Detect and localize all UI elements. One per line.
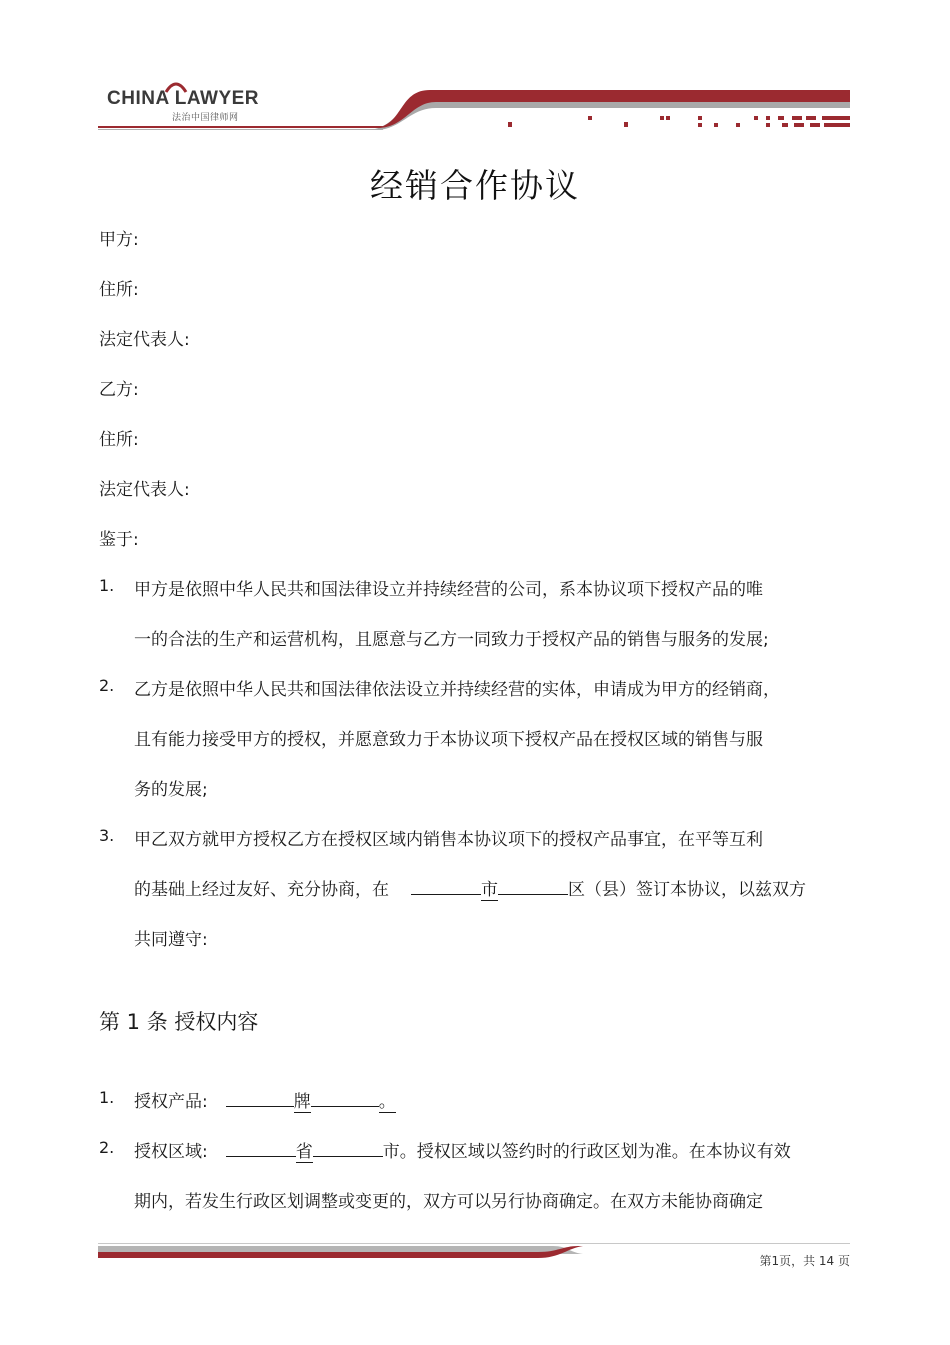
- item-number: 1.: [99, 1088, 115, 1107]
- recital-text-line: 且有能力接受甲方的授权，并愿意致力于本协议项下授权产品在授权区域的销售与服: [134, 730, 763, 750]
- recital-text-line: 甲方是依照中华人民共和国法律设立并持续经营的公司，系本协议项下授权产品的唯: [134, 580, 763, 600]
- recital-text-line: 共同遵守:: [134, 930, 208, 950]
- recital-text-line: 务的发展;: [134, 780, 208, 800]
- party-b-label: 乙方:: [99, 380, 139, 400]
- china-lawyer-logo: CHINA LAWYER: [107, 88, 260, 109]
- city-suffix: 市: [481, 880, 498, 900]
- recital-text-line: 一的合法的生产和运营机构，且愿意与乙方一同致力于授权产品的销售与服务的发展;: [134, 630, 769, 650]
- authorized-product-label: 授权产品:: [134, 1092, 208, 1112]
- section-heading: 第 1 条 授权内容: [99, 1010, 259, 1034]
- recital-number: 1.: [99, 576, 115, 595]
- region-city-blank: [313, 1139, 383, 1157]
- whereas-label: 鉴于:: [99, 530, 139, 550]
- party-a-label: 甲方:: [99, 230, 139, 250]
- district-blank: [498, 877, 568, 895]
- brand-suffix: 牌: [293, 1092, 311, 1112]
- party-a-address-label: 住所:: [99, 280, 139, 300]
- recital-text-line: 甲乙双方就甲方授权乙方在授权区域内销售本协议项下的授权产品事宜，在平等互利: [134, 830, 763, 850]
- party-b-representative-label: 法定代表人:: [99, 480, 190, 500]
- document-title: 经销合作协议: [370, 166, 580, 205]
- province-blank: [226, 1139, 296, 1157]
- authorized-product-line: [134, 1087, 396, 1112]
- recital-text-line: 乙方是依照中华人民共和国法律依法设立并持续经营的实体，申请成为甲方的经销商，: [134, 680, 780, 700]
- recital-text: 的基础上经过友好、充分协商，在: [134, 880, 389, 900]
- district-text: 区（县）签订本协议，以兹双方: [568, 880, 806, 900]
- authorized-region-line: [134, 1137, 791, 1162]
- authorized-region-label: 授权区域:: [134, 1142, 208, 1162]
- recital-text-line-with-blanks: [134, 875, 806, 900]
- product-blank: [226, 1089, 294, 1107]
- party-b-address-label: 住所:: [99, 430, 139, 450]
- item-number: 2.: [99, 1138, 115, 1157]
- party-a-representative-label: 法定代表人:: [99, 330, 190, 350]
- region-text-line: 期内，若发生行政区划调整或变更的，双方可以另行协商确定。在双方未能协商确定: [134, 1192, 763, 1212]
- region-text: 市。授权区域以签约时的行政区划为准。在本协议有效: [382, 1142, 791, 1162]
- product-name-blank: [311, 1089, 379, 1107]
- logo-subtitle: 法治中国律师网: [172, 113, 239, 123]
- city-blank: [411, 877, 481, 895]
- recital-number: 3.: [99, 826, 115, 845]
- province-suffix: 省: [295, 1142, 313, 1162]
- footer-decoration: [98, 1240, 850, 1262]
- recital-number: 2.: [99, 676, 115, 695]
- product-end: 。: [378, 1092, 396, 1112]
- page-indicator: 第1页，共 14 页: [759, 1254, 850, 1268]
- header-decoration: [98, 70, 850, 132]
